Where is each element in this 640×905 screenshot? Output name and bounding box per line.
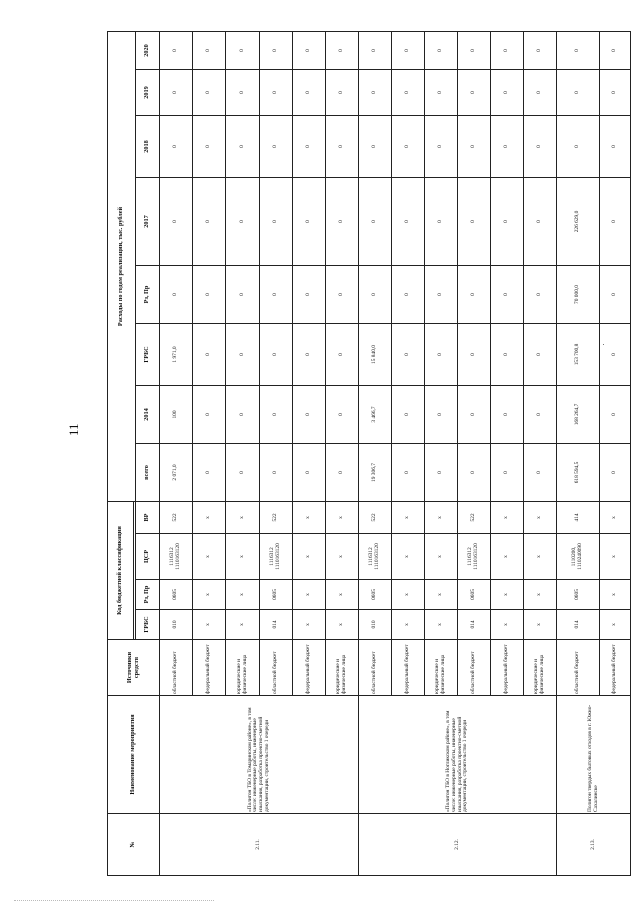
expense-value: 0 bbox=[326, 386, 359, 444]
expense-value: 3 466,7 bbox=[359, 386, 392, 444]
expense-value: 0 bbox=[226, 116, 260, 178]
expense-value: 0 bbox=[193, 266, 226, 324]
code-rzpr: x bbox=[226, 580, 260, 610]
expense-value: 19 306,7 bbox=[359, 444, 392, 502]
budget-table bbox=[107, 31, 631, 876]
expense-value: 0 bbox=[600, 324, 631, 386]
header-code-group: Код бюджетной классификации bbox=[108, 502, 134, 640]
expense-value: 0 bbox=[524, 178, 557, 266]
code-csr: x bbox=[226, 534, 260, 580]
code-vr: 522 bbox=[160, 502, 193, 534]
measure-name: «Полигон ТБО в Томаринском районе», в том числе: инженерные работы, инженерные изыскания, разработка проектно-сметной документации, строительство 1 очереди bbox=[160, 696, 359, 814]
header-col-2017: 2017 bbox=[136, 178, 160, 266]
table-row bbox=[160, 31, 193, 875]
code-rzpr: x bbox=[392, 580, 425, 610]
expense-value: 0 bbox=[326, 266, 359, 324]
expense-value: 0 bbox=[458, 70, 491, 116]
expense-value: 0 bbox=[293, 31, 326, 69]
header-num: № bbox=[108, 814, 160, 876]
code-vr: x bbox=[193, 502, 226, 534]
code-csr: 1116312 1110163120 bbox=[458, 534, 491, 580]
expense-value: 0 bbox=[600, 116, 631, 178]
expense-value: 0 bbox=[524, 444, 557, 502]
funding-source: федеральный бюджет bbox=[293, 640, 326, 696]
expense-value: 0 bbox=[260, 386, 293, 444]
expense-value: 168 264,7 bbox=[557, 386, 600, 444]
expense-value: 0 bbox=[425, 324, 458, 386]
expense-value: 1 971,0 bbox=[160, 324, 193, 386]
expense-value: 0 bbox=[491, 116, 524, 178]
expense-value: 0 bbox=[193, 444, 226, 502]
expense-value: 0 bbox=[392, 116, 425, 178]
expense-value: 0 bbox=[160, 70, 193, 116]
expense-value: 226 629,0 bbox=[557, 178, 600, 266]
expense-value: 0 bbox=[524, 31, 557, 69]
expense-value: 0 bbox=[491, 178, 524, 266]
expense-value: 0 bbox=[260, 31, 293, 69]
code-vr: x bbox=[491, 502, 524, 534]
expense-value: 0 bbox=[524, 70, 557, 116]
expense-value: 0 bbox=[524, 386, 557, 444]
header-col-grbs: ГРБС bbox=[136, 324, 160, 386]
expense-value: 0 bbox=[293, 266, 326, 324]
expense-value: 0 bbox=[293, 444, 326, 502]
code-csr: 1116312 1110163120 bbox=[260, 534, 293, 580]
expense-value: 0 bbox=[293, 386, 326, 444]
expense-value: 0 bbox=[458, 116, 491, 178]
expense-value: 0 bbox=[600, 70, 631, 116]
expense-value: 0 bbox=[260, 178, 293, 266]
code-rzpr: x bbox=[326, 580, 359, 610]
expense-value: 0 bbox=[524, 266, 557, 324]
expense-value: 0 bbox=[160, 266, 193, 324]
code-vr: x bbox=[425, 502, 458, 534]
code-grbs: x bbox=[425, 610, 458, 640]
expense-value: 0 bbox=[557, 70, 600, 116]
header-source: Источники средств bbox=[108, 640, 160, 696]
expense-value: 0 bbox=[425, 70, 458, 116]
expense-value: 0 bbox=[458, 266, 491, 324]
expense-value: 0 bbox=[392, 324, 425, 386]
expense-value: 0 bbox=[193, 31, 226, 69]
expense-value: 0 bbox=[193, 116, 226, 178]
scan-edge-noise bbox=[14, 900, 214, 903]
code-grbs: x bbox=[293, 610, 326, 640]
funding-source: федеральный бюджет bbox=[392, 640, 425, 696]
funding-source: областной бюджет bbox=[260, 640, 293, 696]
code-rzpr: x bbox=[425, 580, 458, 610]
header-col-2014: 2014 bbox=[136, 386, 160, 444]
code-vr: 522 bbox=[359, 502, 392, 534]
expense-value: 0 bbox=[392, 266, 425, 324]
expense-value: 0 bbox=[458, 386, 491, 444]
code-csr: 1110200, 1110240090 bbox=[557, 534, 600, 580]
expense-value: 0 bbox=[524, 116, 557, 178]
header-name: Наименование мероприятия bbox=[108, 696, 160, 814]
expense-value: 2 071,0 bbox=[160, 444, 193, 502]
expense-value: 0 bbox=[160, 31, 193, 69]
header-col-2020: 2020 bbox=[136, 31, 160, 69]
expense-value: 0 bbox=[226, 178, 260, 266]
expense-value: 0 bbox=[425, 116, 458, 178]
code-grbs: x bbox=[491, 610, 524, 640]
code-vr: x bbox=[293, 502, 326, 534]
funding-source: юридические и физические лица bbox=[524, 640, 557, 696]
expense-value: 0 bbox=[226, 266, 260, 324]
code-vr: x bbox=[326, 502, 359, 534]
expense-value: 0 bbox=[226, 386, 260, 444]
code-grbs: 014 bbox=[557, 610, 600, 640]
code-csr: 1116312 1110163120 bbox=[359, 534, 392, 580]
expense-value: 0 bbox=[491, 444, 524, 502]
header-col-total: всего bbox=[136, 444, 160, 502]
code-grbs: x bbox=[600, 610, 631, 640]
code-grbs: x bbox=[326, 610, 359, 640]
expense-value: 0 bbox=[425, 386, 458, 444]
row-number: 2.13. bbox=[557, 814, 631, 876]
expense-value: 0 bbox=[425, 178, 458, 266]
code-rzpr: x bbox=[524, 580, 557, 610]
expense-value: 0 bbox=[557, 116, 600, 178]
expense-value: 0 bbox=[491, 31, 524, 69]
expense-value: 0 bbox=[326, 70, 359, 116]
expense-value: 0 bbox=[458, 31, 491, 69]
header-grbs: ГРБС bbox=[136, 610, 160, 640]
code-csr: x bbox=[293, 534, 326, 580]
page-number: 11 bbox=[66, 423, 81, 436]
expense-value: 0 bbox=[260, 324, 293, 386]
code-rzpr: 0605 bbox=[260, 580, 293, 610]
expense-value: 0 bbox=[600, 178, 631, 266]
code-csr: x bbox=[600, 534, 631, 580]
budget-table-rotated bbox=[107, 32, 618, 876]
funding-source: областной бюджет bbox=[160, 640, 193, 696]
funding-source: юридические и физические лица bbox=[425, 640, 458, 696]
code-rzpr: 0605 bbox=[359, 580, 392, 610]
code-vr: 522 bbox=[260, 502, 293, 534]
code-vr: x bbox=[226, 502, 260, 534]
expense-value: 15 840,0 bbox=[359, 324, 392, 386]
expense-value: 0 bbox=[326, 116, 359, 178]
table-body bbox=[160, 31, 631, 875]
expense-value: 0 bbox=[359, 178, 392, 266]
expense-value: 0 bbox=[260, 70, 293, 116]
expense-value: 0 bbox=[260, 444, 293, 502]
expense-value: 0 bbox=[293, 178, 326, 266]
expense-value: 0 bbox=[293, 70, 326, 116]
code-grbs: 010 bbox=[359, 610, 392, 640]
expense-value: 0 bbox=[160, 178, 193, 266]
code-csr: x bbox=[193, 534, 226, 580]
expense-value: 0 bbox=[293, 116, 326, 178]
funding-source: юридические и физические лица bbox=[226, 640, 260, 696]
header-col-2019: 2019 bbox=[136, 70, 160, 116]
expense-value: 0 bbox=[160, 116, 193, 178]
expense-value: 0 bbox=[392, 444, 425, 502]
code-csr: x bbox=[491, 534, 524, 580]
measure-name: Полигон твердых бытовых отходов в г. Южно-Сахалинске bbox=[557, 696, 631, 814]
expense-value: 0 bbox=[359, 31, 392, 69]
expense-value: 0 bbox=[226, 324, 260, 386]
expense-value: 0 bbox=[392, 31, 425, 69]
header-csr: ЦСР bbox=[136, 534, 160, 580]
expense-value: 0 bbox=[326, 31, 359, 69]
row-number: 2.11. bbox=[160, 814, 359, 876]
expense-value: 0 bbox=[326, 178, 359, 266]
code-vr: 522 bbox=[458, 502, 491, 534]
expense-value: 0 bbox=[458, 178, 491, 266]
expense-value: 0 bbox=[458, 324, 491, 386]
code-grbs: 014 bbox=[458, 610, 491, 640]
expense-value: 0 bbox=[293, 324, 326, 386]
expense-value: 0 bbox=[260, 266, 293, 324]
header-rzpr: Рз, Пр bbox=[136, 580, 160, 610]
funding-source: областной бюджет bbox=[458, 640, 491, 696]
header-col-2018: 2018 bbox=[136, 116, 160, 178]
expense-value: 0 bbox=[326, 324, 359, 386]
expense-value: 0 bbox=[359, 70, 392, 116]
expense-value: 0 bbox=[359, 266, 392, 324]
expense-value: 0 bbox=[392, 70, 425, 116]
code-vr: x bbox=[392, 502, 425, 534]
table-row bbox=[557, 31, 600, 875]
code-rzpr: 0605 bbox=[458, 580, 491, 610]
code-grbs: 014 bbox=[260, 610, 293, 640]
code-csr: x bbox=[392, 534, 425, 580]
funding-source: областной бюджет bbox=[359, 640, 392, 696]
code-rzpr: x bbox=[491, 580, 524, 610]
code-grbs: x bbox=[226, 610, 260, 640]
code-rzpr: 0605 bbox=[557, 580, 600, 610]
funding-source: областной бюджет bbox=[557, 640, 600, 696]
expense-value: 0 bbox=[524, 324, 557, 386]
code-grbs: x bbox=[392, 610, 425, 640]
expense-value: 0 bbox=[425, 31, 458, 69]
expense-value: 70 000,0 bbox=[557, 266, 600, 324]
expense-value: 0 bbox=[193, 70, 226, 116]
code-rzpr: x bbox=[193, 580, 226, 610]
table-row bbox=[359, 31, 392, 875]
expense-value: 0 bbox=[600, 31, 631, 69]
expense-value: 0 bbox=[557, 31, 600, 69]
funding-source: юридические и физические лица bbox=[326, 640, 359, 696]
expense-value: 0 bbox=[491, 266, 524, 324]
expense-value: 0 bbox=[425, 444, 458, 502]
code-csr: x bbox=[425, 534, 458, 580]
expense-value: 0 bbox=[226, 444, 260, 502]
code-vr: x bbox=[600, 502, 631, 534]
code-grbs: x bbox=[524, 610, 557, 640]
expense-value: 0 bbox=[491, 70, 524, 116]
expense-value: 0 bbox=[226, 70, 260, 116]
expense-value: 0 bbox=[326, 444, 359, 502]
funding-source: федеральный бюджет bbox=[600, 640, 631, 696]
expense-value: 0 bbox=[600, 444, 631, 502]
expense-value: 0 bbox=[600, 266, 631, 324]
code-csr: x bbox=[326, 534, 359, 580]
expense-value: 0 bbox=[226, 31, 260, 69]
expense-value: 0 bbox=[260, 116, 293, 178]
code-vr: x bbox=[524, 502, 557, 534]
code-grbs: x bbox=[193, 610, 226, 640]
expense-value: 0 bbox=[359, 116, 392, 178]
expense-value: 153 700,8 bbox=[557, 324, 600, 386]
expense-value: 0 bbox=[392, 178, 425, 266]
measure-name: «Полигон ТБО в Ногликском районе», в том числе: инженерные работы, инженерные изыскания, разработка проектно-сметной документации, строительство 1 очереди bbox=[359, 696, 557, 814]
expense-value: 0 bbox=[193, 324, 226, 386]
expense-value: 0 bbox=[458, 444, 491, 502]
code-csr: 1116312 1110163120 bbox=[160, 534, 193, 580]
code-csr: x bbox=[524, 534, 557, 580]
code-rzpr: x bbox=[293, 580, 326, 610]
expense-value: 0 bbox=[600, 386, 631, 444]
expense-value: 0 bbox=[193, 386, 226, 444]
code-grbs: 010 bbox=[160, 610, 193, 640]
funding-source: федеральный бюджет bbox=[193, 640, 226, 696]
code-rzpr: x bbox=[600, 580, 631, 610]
expense-value: 0 bbox=[392, 386, 425, 444]
expense-value: 0 bbox=[491, 324, 524, 386]
expense-value: 618 594,5 bbox=[557, 444, 600, 502]
expense-value: 100 bbox=[160, 386, 193, 444]
header-expenses-group: Расходы по годам реализации, тыс. рублей bbox=[108, 31, 136, 501]
code-vr: 414 bbox=[557, 502, 600, 534]
expense-value: 0 bbox=[193, 178, 226, 266]
funding-source: федеральный бюджет bbox=[491, 640, 524, 696]
code-rzpr: 0605 bbox=[160, 580, 193, 610]
scan-speck bbox=[603, 344, 604, 345]
header-col-rzpr: Рз, Пр bbox=[136, 266, 160, 324]
row-number: 2.12. bbox=[359, 814, 557, 876]
header-vr: ВР bbox=[136, 502, 160, 534]
expense-value: 0 bbox=[491, 386, 524, 444]
expense-value: 0 bbox=[425, 266, 458, 324]
